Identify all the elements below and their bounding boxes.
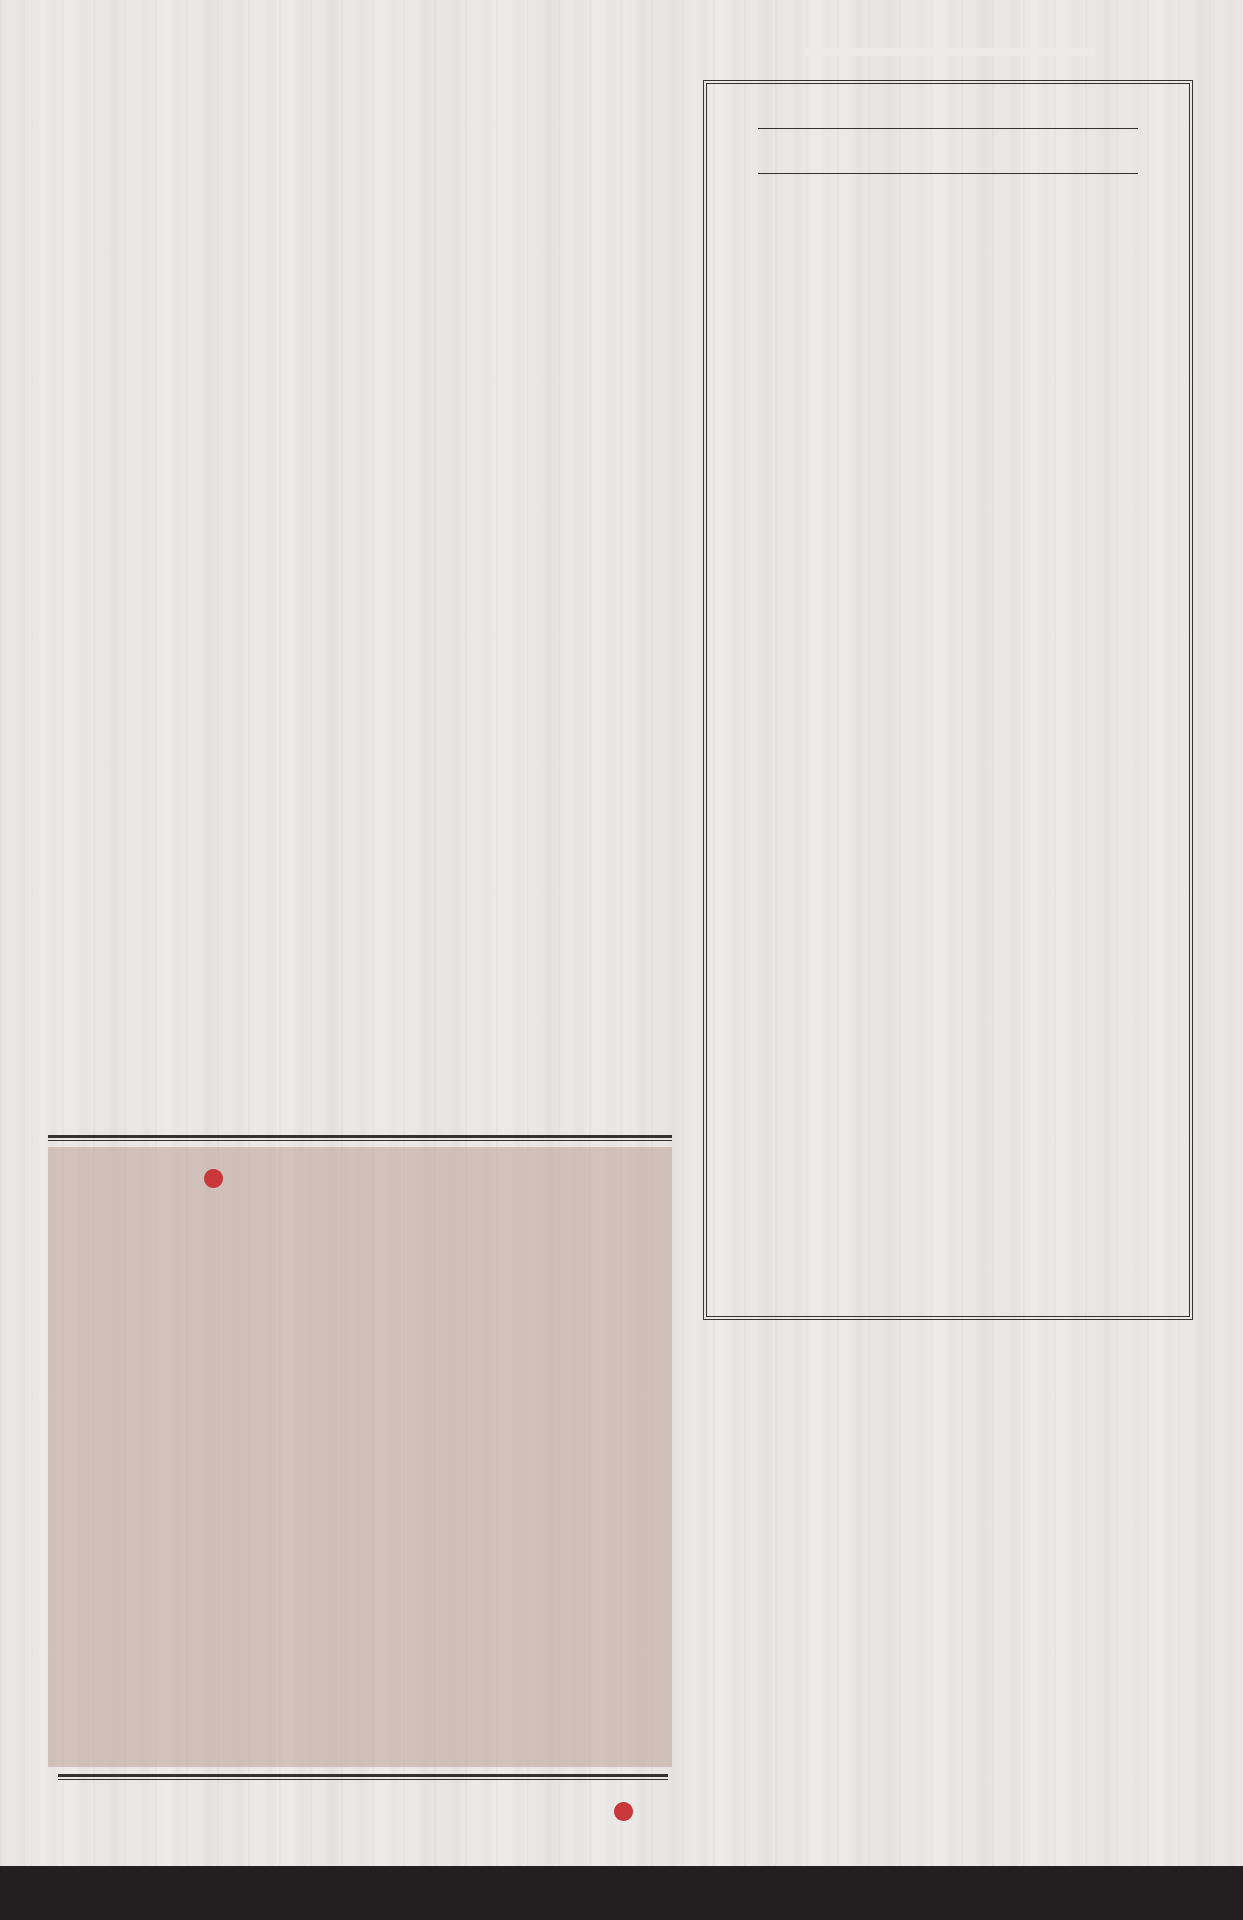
southwest-note xyxy=(721,184,1175,204)
dinners-title xyxy=(805,48,1095,56)
burgers-top-rule xyxy=(48,1135,672,1141)
menu-item xyxy=(62,1169,360,1196)
specialty-badge-icon xyxy=(204,1169,223,1188)
senior-section xyxy=(720,1338,1180,1348)
dinners-section xyxy=(703,80,1193,1320)
divider xyxy=(758,128,1138,129)
burgers-right-column xyxy=(360,1169,658,1214)
bottom-bar xyxy=(0,1866,1243,1920)
sandwiches-section xyxy=(40,50,670,72)
burgers-left-column xyxy=(62,1169,360,1214)
house-specialty-legend xyxy=(0,1802,1243,1828)
burgers-bottom-rule xyxy=(58,1774,668,1780)
divider xyxy=(758,173,1138,174)
specialty-badge-icon xyxy=(614,1802,633,1821)
item-name xyxy=(62,1169,360,1196)
pasta-note xyxy=(721,143,1175,163)
burgers-section xyxy=(48,1147,672,1767)
